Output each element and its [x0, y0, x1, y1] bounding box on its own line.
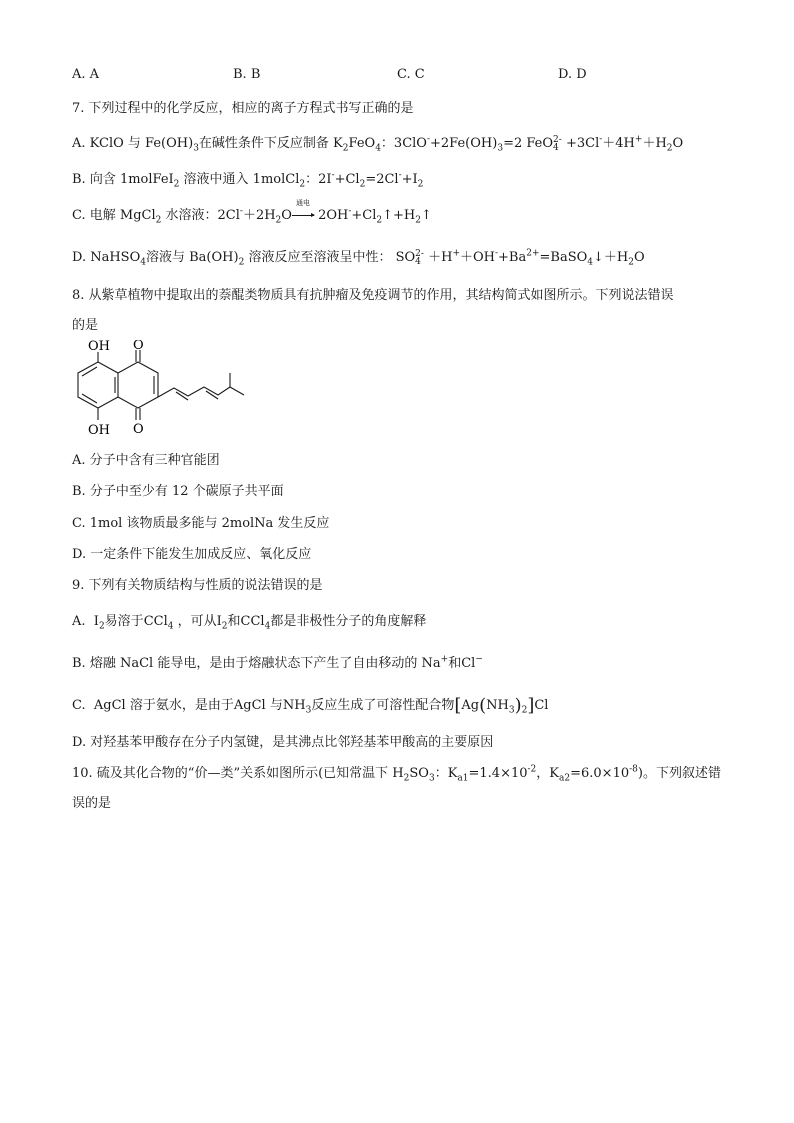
q8-option-d: D. 一定条件下能发生加成反应、氧化反应	[72, 547, 312, 562]
q8-option-c: C. 1mol 该物质最多能与 2molNa 发生反应	[72, 516, 330, 531]
q6-option-c: C. C	[397, 67, 425, 82]
q10-stem-line2: 误的是	[72, 796, 112, 811]
q6-option-b: B. B	[233, 67, 261, 82]
struct-oh-bottom: OH	[88, 423, 110, 438]
struct-oh-top: OH	[88, 340, 110, 354]
q8-option-a: A. 分子中含有三种官能团	[72, 453, 220, 468]
q7-option-b: B. 向含 1molFeI$_2$ 溶液中通入 1molCl$_2$：$2I^-+Cl_2=2Cl^-+I_2$	[72, 170, 424, 190]
q10-stem-line1: 10. 硫及其化合物的“价—类”关系如图所示(已知常温下 $H_2SO_3$：$K_{a1}=1.4\times 10^{-2}$，$K_{a2}=6.0\times 10^{-8}$)。下列叙述错	[72, 764, 721, 784]
struct-o-bottom: O	[133, 422, 144, 437]
naphthoquinone-structure	[70, 340, 250, 446]
quinone-ring	[118, 362, 158, 408]
struct-o-top: O	[133, 340, 144, 353]
q9-option-a: A. $I_2$易溶于CCl$_4$ ，可从$I_2$和CCl$_4$都是非极性分子的角度解释	[72, 614, 427, 632]
q8-option-b: B. 分子中至少有 12 个碳原子共平面	[72, 484, 284, 499]
electrolysis-arrow: 通电	[292, 207, 314, 225]
q6-options-row	[72, 67, 732, 85]
q8-stem-line1: 8. 从紫草植物中提取出的萘醌类物质具有抗肿瘤及免疫调节的作用，其结构简式如图所示。下列说法错误	[72, 288, 674, 303]
q9-stem: 9. 下列有关物质结构与性质的说法错误的是	[72, 578, 323, 593]
q7-option-c: C. 电解 MgCl$_2$ 水溶液：$2Cl^-+2H_2O$ 通电 $2OH^-+Cl_2↑+H_2↑$	[72, 199, 432, 226]
q7-option-d: D. NaHSO$_4$溶液与 $Ba(OH)_2$ 溶液反应至溶液呈中性： SO 2- 4 $+H^++OH^-+Ba^{2+}=BaSO_4↓+H_2O$	[72, 248, 645, 268]
q9-option-d: D. 对羟基苯甲酸存在分子内氢键，是其沸点比邻羟基苯甲酸高的主要原因	[72, 735, 494, 750]
q8-stem-line2: 的是	[72, 318, 99, 333]
q6-option-d: D. D	[558, 67, 587, 82]
benzene-ring	[78, 362, 118, 408]
q7-option-a: A. KClO 与 $Fe(OH)_3$在碱性条件下反应制备 $K_2FeO_4$：$3ClO^-+2Fe(OH)_3=2$ FeO 2- 4 $+3Cl^-+4H^++H_2O$	[72, 134, 684, 154]
q7-stem: 7. 下列过程中的化学反应，相应的离子方程式书写正确的是	[72, 101, 414, 116]
q9-option-c: C. AgCl 溶于氨水，是由于AgCl 与$NH_3$反应生成了可溶性配合物$[Ag(NH_3)_2]Cl$	[72, 695, 549, 716]
q9-option-b: B. 熔融 NaCl 能导电，是由于熔融状态下产生了自由移动的 Na+和Cl−	[72, 654, 483, 671]
q6-option-a: A. A	[72, 67, 100, 82]
